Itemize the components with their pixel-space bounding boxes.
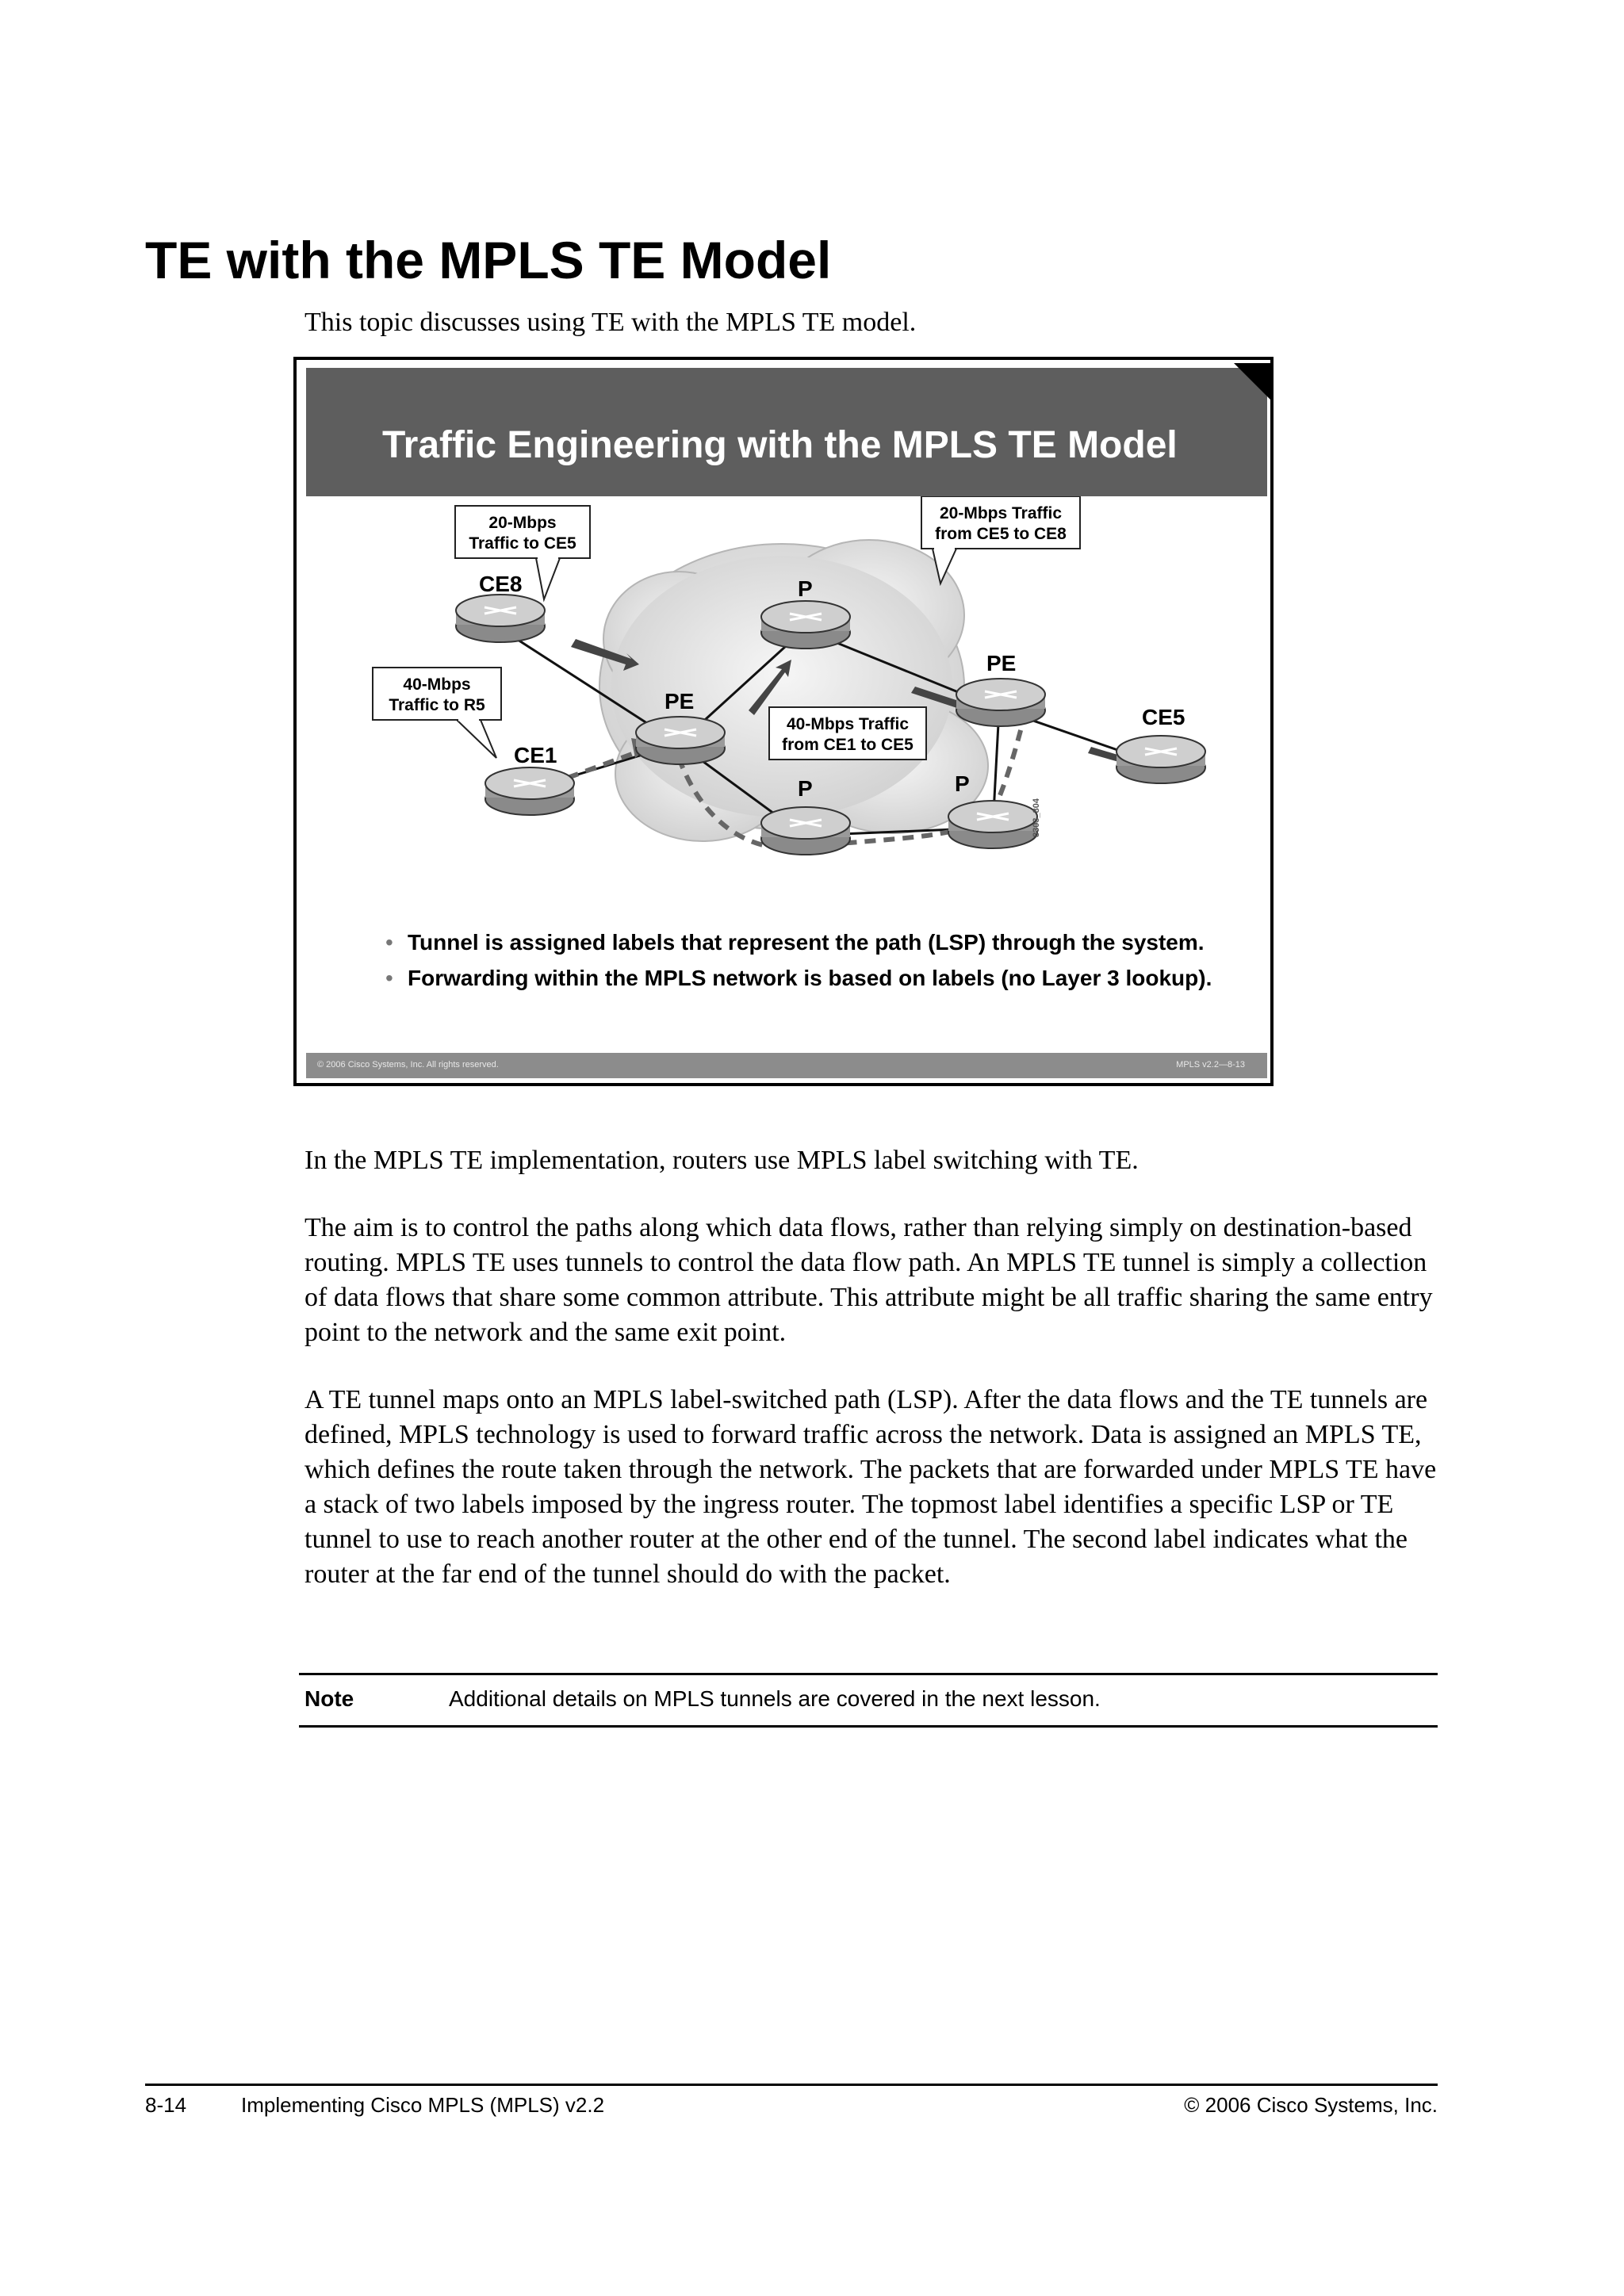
callout-ce8-line2: Traffic to CE5 bbox=[469, 534, 576, 553]
body-paragraph-3: A TE tunnel maps onto an MPLS label-switched path (LSP). After the data flows and the TE tunnels are defined, MPLS technology is used to forward traffic across the network. Data is assigned an MPLS TE, which defines the route taken through the network. The packets that are forwarded under MPLS TE have a stack of two labels imposed by the ingress router. The topmost label identifies a specific LSP or TE tunnel to use to reach another router at the other end of the tunnel. The second label indicates what the router at the far end of the tunnel should do with the packet. bbox=[304, 1385, 1437, 1589]
note-label: Note bbox=[304, 1686, 354, 1711]
body-paragraph-1: In the MPLS TE implementation, routers use MPLS label switching with TE. bbox=[304, 1146, 1139, 1175]
callout-ce8-traffic bbox=[455, 506, 590, 599]
slide-corner-triangle bbox=[1234, 363, 1274, 403]
label-ce1: CE1 bbox=[514, 743, 557, 767]
router-pe-left-icon bbox=[636, 717, 725, 764]
figure-id: 8303_804 bbox=[1032, 798, 1041, 837]
footer-rule bbox=[145, 2084, 1438, 2086]
router-ce5-icon bbox=[1116, 736, 1205, 783]
callout-ce1-line2: from CE1 to CE5 bbox=[782, 736, 914, 754]
callout-r5-traffic bbox=[373, 668, 501, 758]
intro-text: This topic discusses using TE with the MPLS TE model. bbox=[304, 308, 917, 337]
label-p-bottom-left: P bbox=[798, 776, 813, 801]
slide-title: Traffic Engineering with the MPLS TE Model bbox=[382, 424, 1178, 466]
slide-footer-page: MPLS v2.2—8-13 bbox=[1176, 1060, 1245, 1070]
slide-bullet-list bbox=[385, 928, 1226, 1000]
note-top-rule bbox=[299, 1673, 1438, 1675]
footer-page-number: 8-14 bbox=[145, 2093, 187, 2117]
footer-book-title: Implementing Cisco MPLS (MPLS) v2.2 bbox=[241, 2093, 605, 2117]
note-bottom-rule bbox=[299, 1725, 1438, 1728]
callout-ce1-traffic bbox=[769, 707, 926, 760]
page-heading: TE with the MPLS TE Model bbox=[145, 231, 832, 289]
label-p-bottom-right: P bbox=[955, 771, 970, 796]
body-paragraph-2: The aim is to control the paths along which data flows, rather than relying simply on destination-based routing. MPLS TE uses tunnels to control the data flow path. An MPLS TE tunnel is simply a collection of data flows that share some common attribute. This attribute might be all traffic sharing the same entry point to the network and the same exit point. bbox=[304, 1213, 1433, 1347]
label-pe-left: PE bbox=[665, 689, 695, 714]
slide-footer-copyright: © 2006 Cisco Systems, Inc. All rights reserved. bbox=[317, 1060, 499, 1070]
callout-r5-line1: 40-Mbps bbox=[403, 675, 471, 694]
callout-ce8-line1: 20-Mbps bbox=[488, 514, 557, 532]
slide-footer bbox=[306, 1053, 1267, 1078]
network-diagram bbox=[306, 496, 1267, 861]
router-p-bottom-right-icon bbox=[948, 801, 1037, 848]
label-ce8: CE8 bbox=[479, 572, 523, 596]
callout-ce5-line1: 20-Mbps Traffic bbox=[939, 504, 1063, 522]
router-ce1-icon bbox=[485, 767, 574, 815]
router-ce8-icon bbox=[456, 595, 545, 642]
callout-ce5-line2: from CE5 to CE8 bbox=[935, 525, 1067, 543]
slide-bullet: • Tunnel is assigned labels that represent the path (LSP) through the system. bbox=[385, 928, 1226, 956]
note-text: Additional details on MPLS tunnels are covered in the next lesson. bbox=[449, 1686, 1101, 1711]
callout-ce5-traffic bbox=[921, 496, 1080, 584]
router-pe-right-icon bbox=[956, 679, 1045, 726]
footer-copyright: © 2006 Cisco Systems, Inc. bbox=[1184, 2093, 1438, 2117]
router-p-bottom-left-icon bbox=[761, 807, 850, 855]
label-pe-right: PE bbox=[986, 651, 1017, 675]
slide-title-band bbox=[306, 368, 1267, 496]
slide-figure bbox=[293, 357, 1274, 1086]
label-ce5: CE5 bbox=[1142, 705, 1185, 729]
callout-r5-line2: Traffic to R5 bbox=[389, 696, 485, 714]
router-p-top-icon bbox=[761, 601, 850, 649]
slide-bullet: • Forwarding within the MPLS network is based on labels (no Layer 3 lookup). bbox=[385, 964, 1226, 992]
mpls-cloud bbox=[599, 540, 988, 841]
label-p-top: P bbox=[798, 576, 813, 601]
slide-content bbox=[306, 368, 1267, 1078]
callout-ce1-line1: 40-Mbps Traffic bbox=[786, 715, 910, 733]
